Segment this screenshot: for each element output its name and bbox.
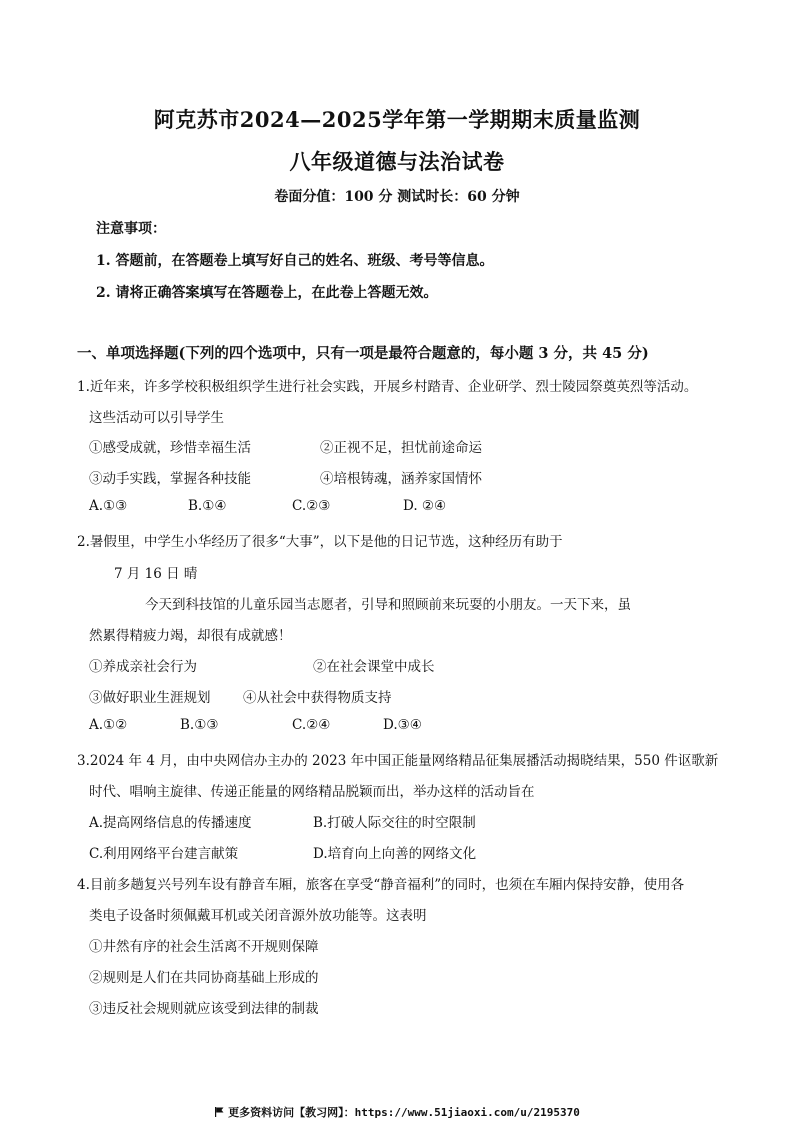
q1-choice-b: B.①④ (188, 498, 227, 514)
q1-choice-a: A.①③ (89, 498, 128, 514)
q2-choice-a: A.①② (89, 717, 128, 733)
q2-diary-date: 7 月 16 日 晴 (114, 566, 198, 582)
q3-choice-d: D.培育向上向善的网络文化 (313, 846, 477, 862)
q2-choice-c: C.②④ (292, 717, 331, 733)
exam-title: 阿克苏市2024—2025学年第一学期期末质量监测 (153, 107, 641, 132)
q2-option-1: ①养成亲社会行为 (89, 659, 197, 675)
exam-subtitle: 八年级道德与法治试卷 (289, 149, 505, 174)
q4-option-2: ②规则是人们在共同协商基础上形成的 (89, 970, 319, 986)
section-title: 一、单项选择题(下列的四个选项中，只有一项是最符合题意的，每小题 3 分，共 45 分) (77, 345, 649, 362)
notice-title: 注意事项： (96, 221, 166, 237)
q1-choice-d: D. ②④ (403, 498, 447, 514)
q3-choice-b: B.打破人际交往的时空限制 (313, 815, 476, 831)
q2-choice-b: B.①③ (180, 717, 219, 733)
q4-option-1: ①井然有序的社会生活离不开规则保障 (89, 939, 319, 955)
q2-option-3: ③做好职业生涯规划 (89, 690, 211, 706)
q3-choice-a: A.提高网络信息的传播速度 (89, 815, 252, 831)
q2-option-4: ④从社会中获得物质支持 (243, 690, 392, 706)
q2-option-2: ②在社会课堂中成长 (313, 659, 435, 675)
q1-option-4: ④培根铸魂，涵养家国情怀 (320, 471, 482, 487)
footer-link[interactable]: 更多资料访问【教习网】：https://www.51jiaoxi.com/u/2195370 (228, 1106, 580, 1119)
q3-stem-line-2: 时代、唱响主旋律、传递正能量的网络精品脱颖而出，举办这样的活动旨在 (89, 784, 535, 800)
q3-stem-line-1: 3.2024 年 4 月，由中央网信办主办的 2023 年中国正能量网络精品征集展播活动揭晓结果，550 件讴歌新 (77, 753, 719, 769)
q1-option-1: ①感受成就，珍惜幸福生活 (89, 440, 251, 456)
q4-option-3: ③违反社会规则就应该受到法律的制裁 (89, 1001, 319, 1017)
q2-diary-line-1: 今天到科技馆的儿童乐园当志愿者，引导和照顾前来玩耍的小朋友。一天下来，虽 (145, 597, 631, 613)
q2-diary-line-2: 然累得精疲力竭，却很有成就感！ (89, 628, 292, 644)
flag-icon (214, 1107, 224, 1117)
q1-option-3: ③动手实践，掌握各种技能 (89, 471, 251, 487)
q1-choice-c: C.②③ (292, 498, 331, 514)
q2-stem: 2.暑假里，中学生小华经历了很多“大事”，以下是他的日记节选，这种经历有助于 (77, 534, 563, 550)
q1-option-2: ②正视不足，担忧前途命运 (320, 440, 482, 456)
notice-item-2: 2. 请将正确答案填写在答题卷上，在此卷上答题无效。 (96, 285, 438, 301)
q4-stem-line-1: 4.目前多趟复兴号列车设有静音车厢，旅客在享受“静音福利”的同时，也须在车厢内保持安静，使用各 (77, 877, 685, 893)
q1-stem-line-1: 1.近年来，许多学校积极组织学生进行社会实践，开展乡村踏青、企业研学、烈士陵园祭奠英烈等活动。 (77, 379, 698, 395)
q3-choice-c: C.利用网络平台建言献策 (89, 846, 239, 862)
q2-choice-d: D.③④ (383, 717, 422, 733)
notice-item-1: 1. 答题前，在答题卷上填写好自己的姓名、班级、考号等信息。 (96, 253, 494, 269)
exam-meta: 卷面分值：100 分 测试时长：60 分钟 (274, 189, 520, 205)
q1-stem-line-2: 这些活动可以引导学生 (89, 410, 224, 426)
footer (0, 1104, 794, 1120)
q4-stem-line-2: 类电子设备时须佩戴耳机或关闭音源外放功能等。这表明 (89, 908, 427, 924)
